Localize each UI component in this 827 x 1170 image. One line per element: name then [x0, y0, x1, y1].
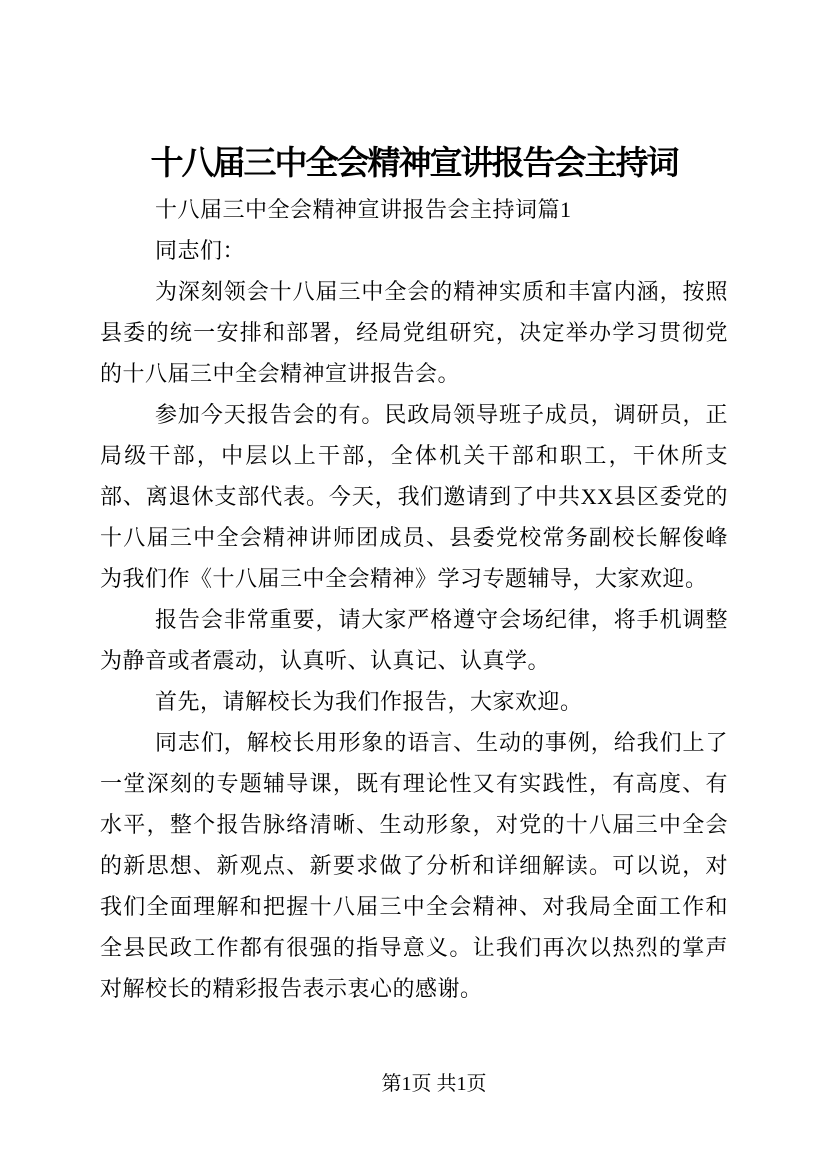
document-title: 十八届三中全会精神宣讲报告会主持词 [150, 146, 678, 182]
page-footer [100, 1072, 728, 1096]
paragraph-discipline: 报告会非常重要，请大家严格遵守会场纪律，将手机调整为静音或者震动，认真听、认真记、认真学。 [100, 607, 728, 673]
paragraph-intro: 为深刻领会十八届三中全会的精神实质和丰富内涵，按照县委的统一安排和部署，经局党组研究，决定举办学习贯彻党的十八届三中全会精神宣讲报告会。 [100, 279, 728, 386]
page-number: 第1页 共1页 [381, 1073, 487, 1095]
document-subtitle: 十八届三中全会精神宣讲报告会主持词篇1 [155, 197, 572, 222]
paragraph-attendees: 参加今天报告会的有。民政局领导班子成员，调研员，正局级干部，中层以上干部，全体机关干部和职工，干休所支部、离退休支部代表。今天，我们邀请到了中共XX县区委党的十八届三中全会精神讲师团成员、县委党校常务副校长解俊峰为我们作《十八届三中全会精神》学习专题辅导，大家欢迎。 [100, 402, 728, 591]
document-body [100, 139, 728, 1009]
paragraph-closing-remarks: 同志们，解校长用形象的语言、生动的事例，给我们上了一堂深刻的专题辅导课，既有理论性又有实践性，有高度、有水平，整个报告脉络清晰、生动形象，对党的十八届三中全会的新思想、新观点、新要求做了分析和详细解读。可以说，对我们全面理解和把握十八届三中全会精神、对我局全面工作和全县民政工作都有很强的指导意义。让我们再次以热烈的掌声对解校长的精彩报告表示衷心的感谢。 [100, 730, 728, 1001]
paragraph-invite-speaker: 首先，请解校长为我们作报告，大家欢迎。 [155, 689, 583, 714]
salutation: 同志们： [155, 238, 246, 263]
